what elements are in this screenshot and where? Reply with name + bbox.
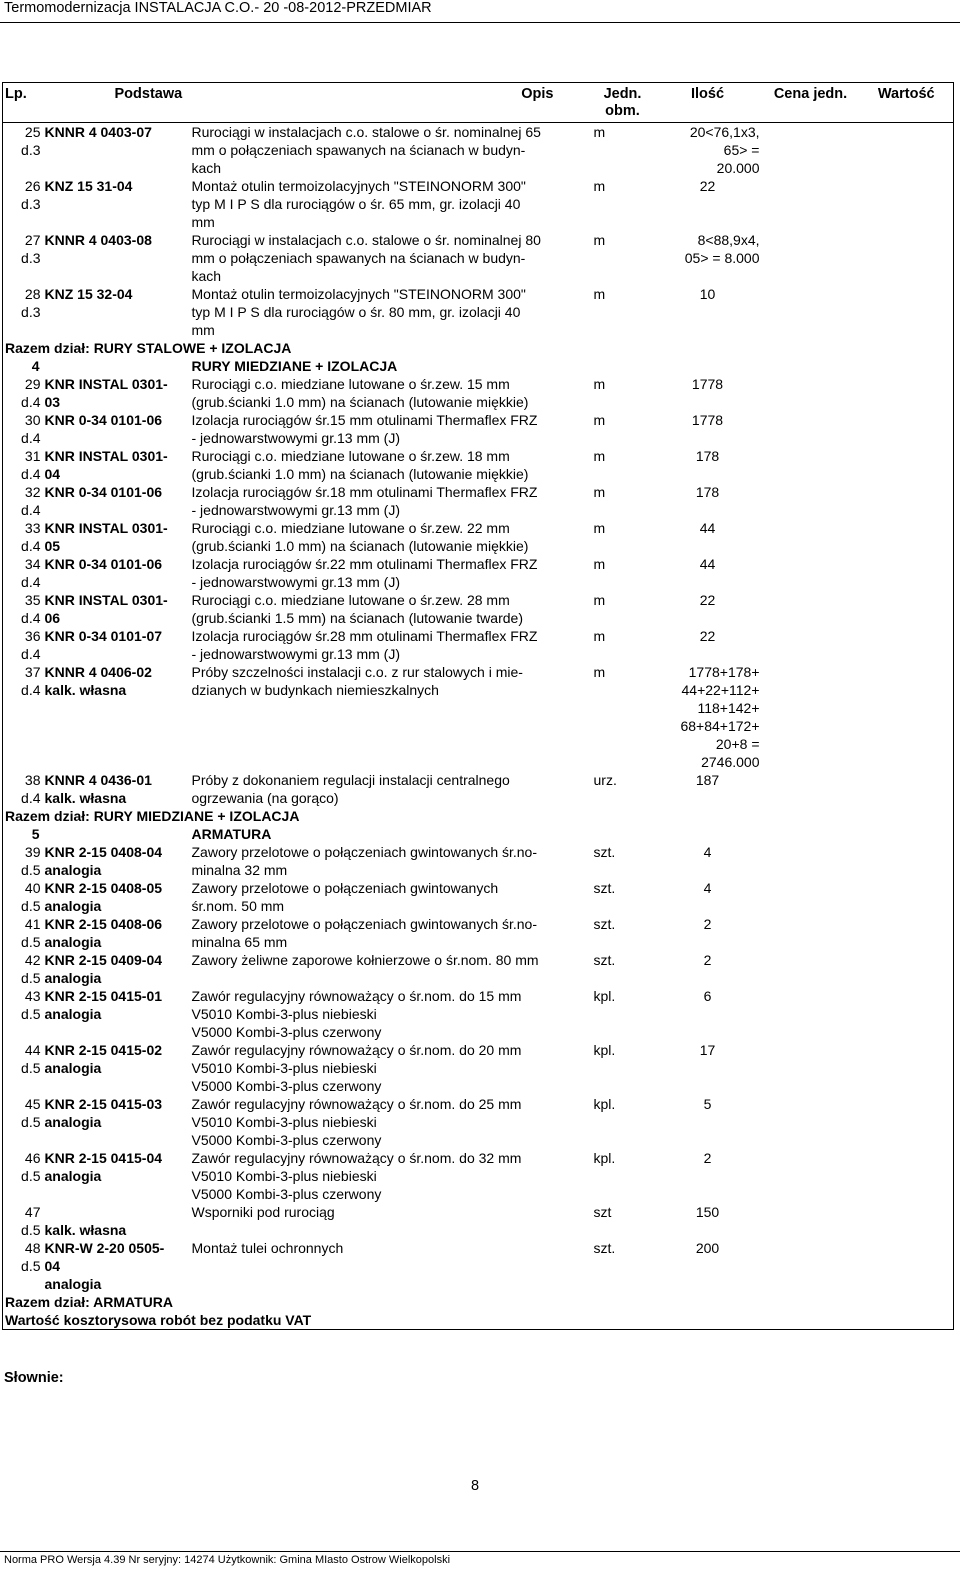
item-jedn: szt: [593, 1204, 612, 1220]
item-jedn: szt.: [593, 844, 616, 860]
item-jedn: m: [593, 376, 606, 392]
item-lp: 30 d.4: [21, 412, 41, 446]
section-title: RURY MIEDZIANE + IZOLACJA: [191, 358, 398, 374]
software-footer: Norma PRO Wersja 4.39 Nr seryjny: 14274 Użytkownik: Gmina MIasto Ostrow Wielkopolski: [4, 1554, 451, 1566]
item-ilosc: 4: [703, 844, 712, 860]
item-cena: [762, 411, 860, 447]
col-header-opis: Opis: [190, 83, 592, 123]
item-cena: [762, 1239, 860, 1293]
col-header-podstawa: Podstawa: [43, 83, 190, 123]
item-lp: 39 d.5: [21, 844, 41, 878]
item-podstawa: KNR INSTAL 0301- 06: [44, 592, 168, 626]
item-ilosc: 8<88,9x4, 05> = 8.000: [684, 232, 760, 266]
item-jedn: m: [593, 556, 606, 572]
cost-estimate-table: [2, 82, 954, 1330]
item-cena: [762, 591, 860, 627]
item-cena: [762, 951, 860, 987]
item-ilosc: 1778: [691, 376, 724, 392]
item-lp: 43 d.5: [21, 988, 41, 1022]
item-opis: Próby szczelności instalacji c.o. z rur stalowych i mie- dzianych w budynkach niemieszkalnych: [191, 664, 523, 698]
table-row: [3, 1203, 954, 1239]
item-podstawa: KNR 2-15 0415-02 analogia: [44, 1042, 163, 1076]
item-ilosc: 2: [703, 916, 712, 932]
item-opis: Montaż tulei ochronnych: [191, 1240, 344, 1256]
item-opis: Rurociągi c.o. miedziane lutowane o śr.zew. 15 mm (grub.ścianki 1.0 mm) na ścianach (lutowanie miękkie): [191, 376, 529, 410]
table-header-row: [3, 83, 954, 123]
item-lp: 33 d.4: [21, 520, 41, 554]
item-ilosc: 22: [699, 592, 716, 608]
table-row: [3, 447, 954, 483]
item-podstawa: KNNR 4 0406-02 kalk. własna: [44, 664, 152, 698]
item-opis: Zawory przelotowe o połączeniach gwintowanych śr.nom. 50 mm: [191, 880, 499, 914]
item-lp: 38 d.4: [21, 772, 41, 806]
table-row: [3, 285, 954, 339]
col-header-wartosc: Wartość: [860, 83, 954, 123]
table-row: [3, 123, 954, 178]
page-number: 8: [471, 1478, 480, 1494]
item-wartosc: [860, 1239, 954, 1293]
item-cena: [762, 915, 860, 951]
item-cena: [762, 879, 860, 915]
item-jedn: szt.: [593, 916, 616, 932]
item-lp: 47 d.5: [21, 1204, 41, 1238]
item-jedn: kpl.: [593, 1042, 616, 1058]
item-podstawa: KNNR 4 0403-08: [44, 232, 152, 248]
item-opis: Wsporniki pod rurociąg: [191, 1204, 335, 1220]
item-jedn: m: [593, 592, 606, 608]
item-lp: 40 d.5: [21, 880, 41, 914]
item-jedn: m: [593, 412, 606, 428]
item-opis: Zawór regulacyjny równoważący o śr.nom. do 25 mm V5010 Kombi-3-plus niebieski V5000 Kombi-3-plus czerwony: [191, 1096, 522, 1148]
item-wartosc: [860, 375, 954, 411]
item-jedn: m: [593, 484, 606, 500]
item-ilosc: 1778: [691, 412, 724, 428]
table-row: [3, 879, 954, 915]
section-subtotal-row: [3, 339, 954, 357]
amount-in-words-label: Słownie:: [4, 1370, 64, 1386]
item-jedn: szt.: [593, 1240, 616, 1256]
item-wartosc: [860, 663, 954, 771]
item-lp: 46 d.5: [21, 1150, 41, 1184]
section-subtotal-row-text: Razem dział: RURY MIEDZIANE + IZOLACJA: [5, 808, 300, 824]
item-lp: 31 d.4: [21, 448, 41, 482]
item-opis: Próby z dokonaniem regulacji instalacji centralnego ogrzewania (na gorąco): [191, 772, 510, 806]
section-heading-row: [3, 357, 954, 375]
item-ilosc: 178: [695, 484, 720, 500]
item-lp: 25 d.3: [21, 124, 41, 158]
table-row: [3, 1041, 954, 1095]
item-podstawa: KNR INSTAL 0301- 05: [44, 520, 168, 554]
item-cena: [762, 1203, 860, 1239]
table-row: [3, 555, 954, 591]
col-header-ilosc: Ilość: [654, 83, 762, 123]
section-number: 5: [31, 826, 40, 842]
item-wartosc: [860, 879, 954, 915]
item-cena: [762, 1041, 860, 1095]
section-subtotal-row-text: Razem dział: ARMATURA: [5, 1294, 174, 1310]
item-podstawa: KNR-W 2-20 0505- 04 analogia: [44, 1240, 165, 1292]
item-opis: Montaż otulin termoizolacyjnych "STEINONORM 300" typ M I P S dla rurociągów o śr. 80 mm, gr. izolacji 40 mm: [191, 286, 526, 338]
item-podstawa: KNR 2-15 0409-04 analogia: [44, 952, 163, 986]
col-header-jedn: Jedn. obm.: [592, 83, 654, 123]
item-cena: [762, 231, 860, 285]
item-wartosc: [860, 519, 954, 555]
col-header-cena: Cena jedn.: [762, 83, 860, 123]
item-opis: Rurociągi w instalacjach c.o. stalowe o śr. nominalnej 80 mm o połączeniach spawanych na ścianach w budyn- kach: [191, 232, 541, 284]
section-number: 4: [31, 358, 40, 374]
item-wartosc: [860, 411, 954, 447]
document-title: Termomodernizacja INSTALACJA C.O.- 20 -08-2012-PRZEDMIAR: [4, 0, 432, 16]
item-wartosc: [860, 591, 954, 627]
item-podstawa: kalk. własna: [44, 1222, 127, 1238]
footer-divider: [0, 1551, 960, 1552]
item-jedn: urz.: [593, 772, 617, 788]
item-wartosc: [860, 951, 954, 987]
item-wartosc: [860, 555, 954, 591]
item-jedn: kpl.: [593, 988, 616, 1004]
item-opis: Montaż otulin termoizolacyjnych "STEINONORM 300" typ M I P S dla rurociągów o śr. 65 mm, gr. izolacji 40 mm: [191, 178, 526, 230]
item-opis: Zawór regulacyjny równoważący o śr.nom. do 15 mm V5010 Kombi-3-plus niebieski V5000 Kombi-3-plus czerwony: [191, 988, 522, 1040]
section-subtotal-row-text: Razem dział: RURY STALOWE + IZOLACJA: [5, 340, 292, 356]
item-cena: [762, 483, 860, 519]
table-row: [3, 1095, 954, 1149]
item-wartosc: [860, 123, 954, 178]
item-wartosc: [860, 231, 954, 285]
item-podstawa: KNNR 4 0436-01 kalk. własna: [44, 772, 152, 806]
item-ilosc: 2: [703, 952, 712, 968]
item-podstawa: KNR 2-15 0408-04 analogia: [44, 844, 163, 878]
item-cena: [762, 177, 860, 231]
item-jedn: m: [593, 286, 606, 302]
item-lp: 48 d.5: [21, 1240, 41, 1274]
item-lp: 41 d.5: [21, 916, 41, 950]
item-lp: 45 d.5: [21, 1096, 41, 1130]
item-jedn: szt.: [593, 952, 616, 968]
item-lp: 35 d.4: [21, 592, 41, 626]
item-cena: [762, 123, 860, 178]
item-opis: Zawór regulacyjny równoważący o śr.nom. do 32 mm V5010 Kombi-3-plus niebieski V5000 Kombi-3-plus czerwony: [191, 1150, 522, 1202]
item-podstawa: KNR 2-15 0415-03 analogia: [44, 1096, 163, 1130]
item-opis: Rurociągi c.o. miedziane lutowane o śr.zew. 28 mm (grub.ścianki 1.5 mm) na ścianach (lutowanie twarde): [191, 592, 523, 626]
item-jedn: m: [593, 664, 606, 680]
item-lp: 34 d.4: [21, 556, 41, 590]
item-wartosc: [860, 1095, 954, 1149]
item-lp: 44 d.5: [21, 1042, 41, 1076]
item-wartosc: [860, 771, 954, 807]
item-podstawa: KNR 2-15 0415-04 analogia: [44, 1150, 163, 1184]
table-row: [3, 1149, 954, 1203]
item-ilosc: 44: [699, 520, 716, 536]
item-podstawa: KNR 0-34 0101-06: [44, 484, 163, 500]
item-wartosc: [860, 483, 954, 519]
item-lp: 28 d.3: [21, 286, 41, 320]
item-opis: Zawory żeliwne zaporowe kołnierzowe o śr.nom. 80 mm: [191, 952, 539, 968]
table-row: [3, 231, 954, 285]
table-row: [3, 411, 954, 447]
table-row: [3, 951, 954, 987]
item-wartosc: [860, 1149, 954, 1203]
item-ilosc: 178: [695, 448, 720, 464]
item-podstawa: KNR 0-34 0101-07: [44, 628, 163, 644]
item-opis: Izolacja rurociągów śr.22 mm otulinami Thermaflex FRZ - jednowarstwowymi gr.13 mm (J): [191, 556, 538, 590]
item-ilosc: 44: [699, 556, 716, 572]
item-jedn: m: [593, 124, 606, 140]
grand-total-row-text: Wartość kosztorysowa robót bez podatku VAT: [5, 1312, 312, 1328]
item-wartosc: [860, 987, 954, 1041]
table-row: [3, 519, 954, 555]
item-opis: Zawór regulacyjny równoważący o śr.nom. do 20 mm V5010 Kombi-3-plus niebieski V5000 Kombi-3-plus czerwony: [191, 1042, 522, 1094]
item-wartosc: [860, 1041, 954, 1095]
item-ilosc: 20<76,1x3, 65> = 20.000: [689, 124, 760, 176]
item-cena: [762, 1095, 860, 1149]
item-cena: [762, 519, 860, 555]
item-cena: [762, 771, 860, 807]
section-title: ARMATURA: [191, 826, 272, 842]
item-jedn: m: [593, 178, 606, 194]
item-cena: [762, 843, 860, 879]
item-podstawa: KNR 0-34 0101-06: [44, 412, 163, 428]
item-wartosc: [860, 915, 954, 951]
item-ilosc: 1778+178+ 44+22+112+ 118+142+ 68+84+172+ 20+8 = 2746.000: [680, 664, 760, 770]
item-lp: 42 d.5: [21, 952, 41, 986]
table-row: [3, 1239, 954, 1293]
item-podstawa: KNR INSTAL 0301- 03: [44, 376, 168, 410]
item-wartosc: [860, 627, 954, 663]
item-wartosc: [860, 177, 954, 231]
item-lp: 37 d.4: [21, 664, 41, 698]
item-podstawa: KNR 2-15 0415-01 analogia: [44, 988, 163, 1022]
item-cena: [762, 627, 860, 663]
table-row: [3, 771, 954, 807]
item-opis: Rurociągi w instalacjach c.o. stalowe o śr. nominalnej 65 mm o połączeniach spawanych na ścianach w budyn- kach: [191, 124, 541, 176]
header-divider: [0, 22, 960, 23]
item-cena: [762, 1149, 860, 1203]
item-ilosc: 5: [703, 1096, 712, 1112]
item-ilosc: 17: [699, 1042, 716, 1058]
item-cena: [762, 663, 860, 771]
item-cena: [762, 285, 860, 339]
grand-total-row: [3, 1311, 954, 1330]
item-lp: 26 d.3: [21, 178, 41, 212]
section-spacer: [43, 357, 190, 375]
item-cena: [762, 555, 860, 591]
item-ilosc: 22: [699, 178, 716, 194]
item-jedn: m: [593, 520, 606, 536]
item-jedn: szt.: [593, 880, 616, 896]
item-cena: [762, 987, 860, 1041]
item-podstawa: KNR INSTAL 0301- 04: [44, 448, 168, 482]
item-opis: Izolacja rurociągów śr.15 mm otulinami Thermaflex FRZ - jednowarstwowymi gr.13 mm (J): [191, 412, 538, 446]
item-jedn: m: [593, 448, 606, 464]
item-jedn: kpl.: [593, 1096, 616, 1112]
item-wartosc: [860, 285, 954, 339]
item-podstawa: KNZ 15 32-04: [44, 286, 133, 302]
table-row: [3, 375, 954, 411]
item-ilosc: 187: [695, 772, 720, 788]
item-ilosc: 22: [699, 628, 716, 644]
table-row: [3, 591, 954, 627]
item-ilosc: 200: [695, 1240, 720, 1256]
item-opis: Izolacja rurociągów śr.18 mm otulinami Thermaflex FRZ - jednowarstwowymi gr.13 mm (J): [191, 484, 538, 518]
item-lp: 32 d.4: [21, 484, 41, 518]
col-header-lp: Lp.: [3, 83, 43, 123]
table-row: [3, 987, 954, 1041]
item-lp: 27 d.3: [21, 232, 41, 266]
item-opis: Izolacja rurociągów śr.28 mm otulinami Thermaflex FRZ - jednowarstwowymi gr.13 mm (J): [191, 628, 538, 662]
item-podstawa: KNNR 4 0403-07: [44, 124, 152, 140]
item-wartosc: [860, 447, 954, 483]
item-wartosc: [860, 843, 954, 879]
item-cena: [762, 375, 860, 411]
table-row: [3, 627, 954, 663]
section-heading-row: [3, 825, 954, 843]
item-opis: Rurociągi c.o. miedziane lutowane o śr.zew. 18 mm (grub.ścianki 1.0 mm) na ścianach (lutowanie miękkie): [191, 448, 529, 482]
item-opis: Rurociągi c.o. miedziane lutowane o śr.zew. 22 mm (grub.ścianki 1.0 mm) na ścianach (lutowanie miękkie): [191, 520, 529, 554]
item-ilosc: 150: [695, 1204, 720, 1220]
item-lp: 29 d.4: [21, 376, 41, 410]
item-podstawa: KNR 0-34 0101-06: [44, 556, 163, 572]
item-jedn: m: [593, 628, 606, 644]
section-subtotal-row: [3, 807, 954, 825]
item-cena: [762, 447, 860, 483]
table-row: [3, 663, 954, 771]
item-opis: Zawory przelotowe o połączeniach gwintowanych śr.no- minalna 65 mm: [191, 916, 538, 950]
item-podstawa: KNZ 15 31-04: [44, 178, 133, 194]
item-ilosc: 2: [703, 1150, 712, 1166]
table-row: [3, 177, 954, 231]
item-wartosc: [860, 1203, 954, 1239]
item-ilosc: 10: [699, 286, 716, 302]
item-jedn: m: [593, 232, 606, 248]
item-podstawa: KNR 2-15 0408-05 analogia: [44, 880, 163, 914]
item-podstawa: KNR 2-15 0408-06 analogia: [44, 916, 163, 950]
section-spacer: [43, 825, 190, 843]
item-opis: Zawory przelotowe o połączeniach gwintowanych śr.no- minalna 32 mm: [191, 844, 538, 878]
section-subtotal-row: [3, 1293, 954, 1311]
item-ilosc: 4: [703, 880, 712, 896]
table-row: [3, 483, 954, 519]
table-row: [3, 915, 954, 951]
table-row: [3, 843, 954, 879]
item-lp: 36 d.4: [21, 628, 41, 662]
item-jedn: kpl.: [593, 1150, 616, 1166]
item-ilosc: 6: [703, 988, 712, 1004]
